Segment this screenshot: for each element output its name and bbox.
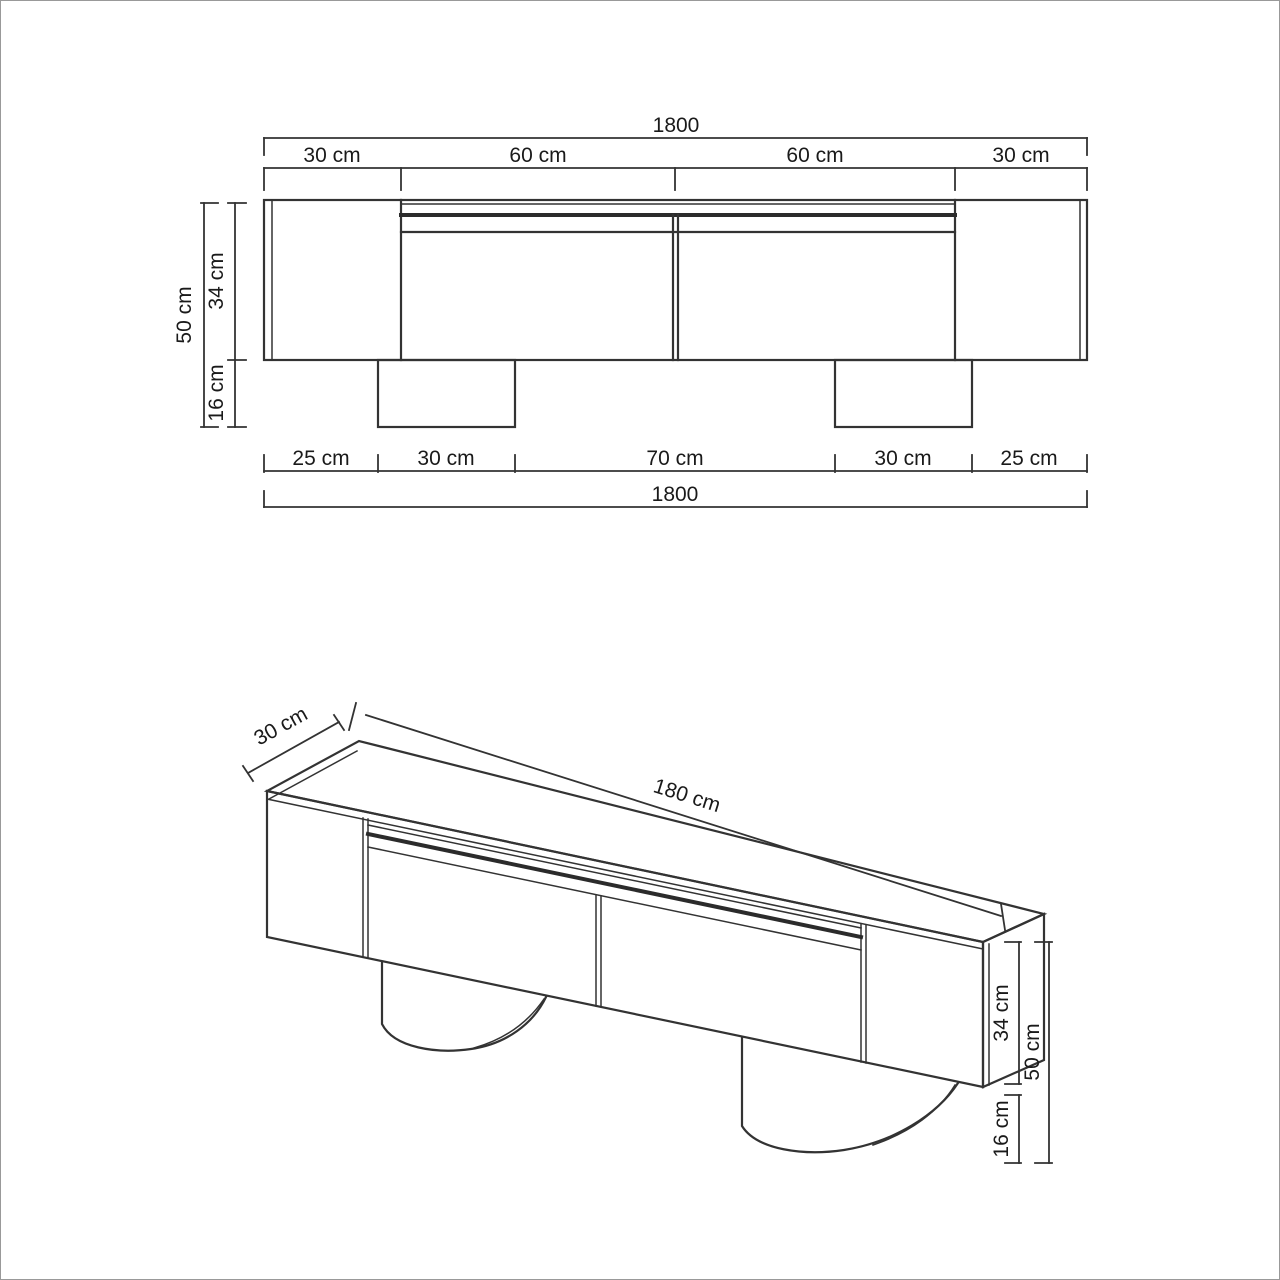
cabinet-outline <box>264 200 1087 360</box>
p-dim-depth <box>243 702 344 781</box>
fe-dim-top-segments <box>264 144 1087 190</box>
dim-label-seg: 60 cm <box>786 144 844 167</box>
dim-label-height-total: 50 cm <box>173 286 196 344</box>
p-dim-width <box>349 703 1005 930</box>
dim-label-height-body: 34 cm <box>990 984 1013 1042</box>
dim-label-top-total: 1800 <box>652 114 700 137</box>
dim-label-seg: 30 cm <box>992 144 1050 167</box>
left-plinth <box>378 360 515 427</box>
dim-label-bottom-total: 1800 <box>651 483 699 506</box>
fe-dim-bottom-segments <box>264 447 1087 472</box>
dim-tick <box>349 703 356 730</box>
dim-label-height-base: 16 cm <box>205 364 228 422</box>
door-top-line <box>368 847 861 950</box>
dim-tick <box>243 766 253 781</box>
dim-label-height-base: 16 cm <box>990 1100 1013 1158</box>
dim-label-seg: 25 cm <box>1000 447 1058 470</box>
perspective-view <box>243 702 1052 1163</box>
top-face <box>267 741 1044 942</box>
right-plinth <box>835 360 972 427</box>
tv-stand-dimension-drawing <box>1 1 1279 1279</box>
dim-label-depth: 30 cm <box>250 702 312 751</box>
top-lip-line <box>267 799 983 949</box>
dim-label-height-total: 50 cm <box>1021 1023 1044 1081</box>
dim-label-seg: 25 cm <box>292 447 350 470</box>
dim-label-seg: 70 cm <box>646 447 704 470</box>
dim-label-seg: 30 cm <box>874 447 932 470</box>
right-plinth <box>742 1038 958 1152</box>
dim-label-width: 180 cm <box>650 774 724 818</box>
fe-cabinet-body <box>264 200 1087 360</box>
left-plinth-rim <box>474 999 544 1048</box>
p-dim-right-heights <box>990 942 1052 1163</box>
dim-label-seg: 30 cm <box>303 144 361 167</box>
dim-label-seg: 60 cm <box>509 144 567 167</box>
dim-label-height-body: 34 cm <box>205 252 228 310</box>
fe-dim-top-total <box>264 114 1087 155</box>
front-elevation-view <box>173 114 1087 507</box>
top-lip-left-line <box>269 751 357 799</box>
fe-plinth-bases <box>378 360 972 427</box>
right-plinth-rim <box>873 1085 955 1145</box>
fe-dim-bottom-total <box>264 483 1087 507</box>
left-plinth <box>382 962 546 1051</box>
fe-dim-left-heights <box>173 203 246 427</box>
dim-tick <box>334 715 344 730</box>
recess-top-line <box>368 825 861 928</box>
p-plinth-bases <box>382 962 958 1152</box>
dim-label-seg: 30 cm <box>417 447 475 470</box>
